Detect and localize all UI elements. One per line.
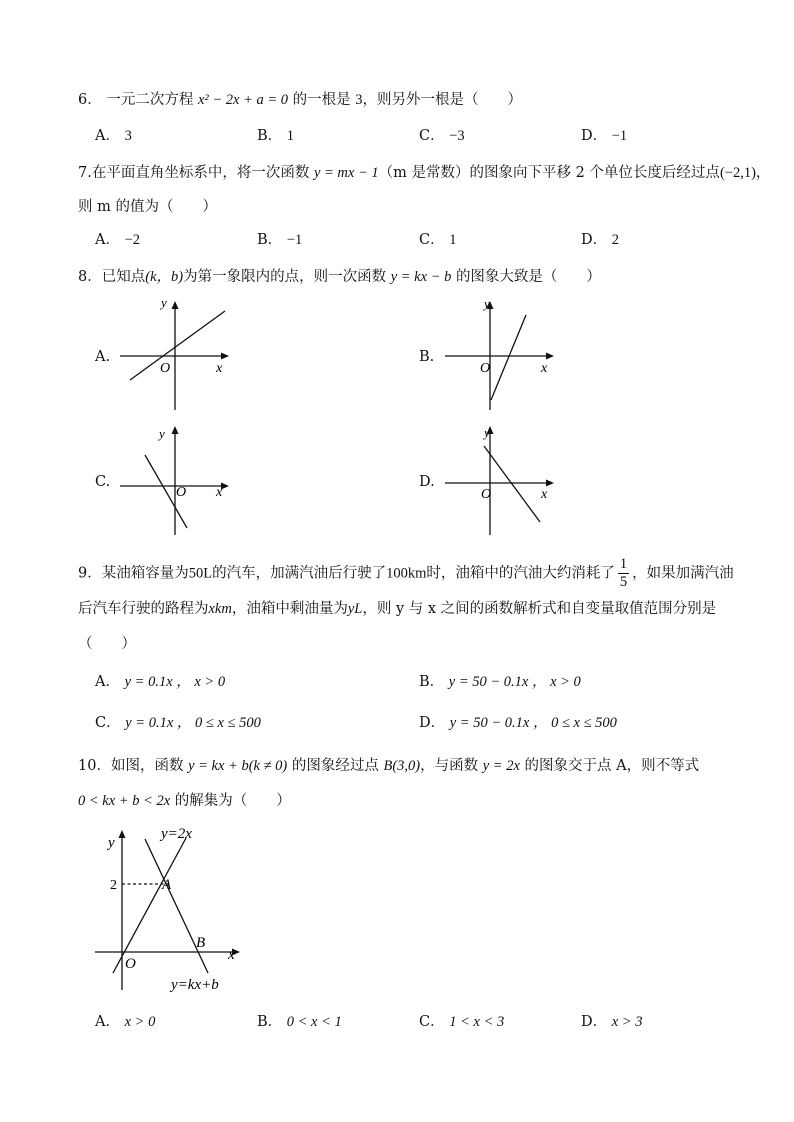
q10-equation: y = kx + b(k ≠ 0): [188, 758, 288, 774]
q7-equation: y = mx − 1: [313, 165, 379, 181]
q10-text-4: 的图象交于点 A，则不等式: [524, 758, 700, 774]
x-label: x: [216, 361, 223, 376]
q7-stem: [78, 161, 770, 182]
q8-option-c[interactable]: C.: [95, 474, 111, 490]
q9-xkm: xkm: [208, 601, 232, 617]
y-label: y: [484, 296, 490, 311]
q7-text: 在平面直角坐标系中，将一次函数: [91, 165, 310, 181]
q8-text-3: 的图象大致是（ ）: [455, 269, 601, 285]
q10-stem-line1: [78, 754, 699, 775]
origin-label: O: [176, 485, 187, 500]
line-y-kx-b: [145, 839, 208, 973]
q8-graph-c: [115, 420, 235, 538]
x-label: x: [216, 485, 223, 500]
y-label: y: [159, 426, 165, 441]
q9-text-2: 的汽车，加满汽油后行驶了: [212, 565, 387, 582]
q10-figure: [90, 818, 260, 998]
y-axis-arrow: [172, 426, 179, 434]
q6-option-d[interactable]: D． −1: [581, 128, 628, 144]
q10-text-5: 的解集为（ ）: [174, 793, 291, 809]
y-axis-arrow: [119, 830, 126, 838]
line-y-2x: [113, 838, 186, 973]
q9-stem-line2: [78, 597, 716, 618]
x-label: x: [228, 947, 235, 963]
q6-text-3: ，则另外一根是（ ）: [362, 92, 522, 108]
q6-root: 3: [355, 92, 363, 108]
q9-option-a[interactable]: A． y = 0.1x ， x > 0: [95, 674, 226, 690]
q7-option-c[interactable]: C． 1: [419, 232, 457, 248]
x-label: x: [541, 361, 548, 376]
line-graph: [130, 311, 225, 380]
label-y-kx-b: y=kx+b: [171, 977, 219, 993]
q10-equation-2: y = 2x: [482, 758, 520, 774]
q10-option-c[interactable]: C． 1 < x < 3: [419, 1014, 505, 1030]
q7-stem-line2: 则 m 的值为（ ）: [78, 199, 217, 215]
label-y-2x: y=2x: [161, 826, 192, 842]
x-label: x: [541, 487, 548, 502]
q6-option-b[interactable]: B． 1: [257, 128, 295, 144]
origin-label: O: [125, 956, 136, 972]
q9-text-3: 时，油箱中的汽油大约消耗了: [426, 565, 615, 582]
q9-text-7: ，则 y 与 x 之间的函数解析式和自变量取值范围分别是: [362, 601, 717, 617]
point-a-label: A: [162, 877, 172, 893]
q6-option-c[interactable]: C． −3: [419, 128, 465, 144]
q6-equation: x² − 2x + a = 0: [197, 92, 289, 108]
q8-equation: y = kx − b: [390, 269, 452, 285]
origin-label: O: [481, 487, 492, 502]
q10-text: 如图，函数: [110, 758, 184, 774]
q8-graph-a: [115, 295, 235, 413]
q8-option-b[interactable]: B.: [419, 349, 435, 365]
q8-text: 已知点: [101, 269, 146, 285]
q10-inequality: 0 < kx + b < 2x: [78, 793, 171, 809]
q7-comma: ，: [755, 165, 771, 181]
q7-text-2: （m 是常数）的图象向下平移 2 个单位长度后经过点: [378, 165, 720, 181]
y-label: y: [484, 425, 490, 440]
q8-option-d[interactable]: D.: [419, 474, 435, 490]
tick-2-label: 2: [110, 878, 117, 893]
q7-point: (−2,1): [719, 165, 756, 181]
q9-stem-line3: （ ）: [78, 636, 136, 652]
q7-option-d[interactable]: D． 2: [581, 232, 619, 248]
point-b-label: B: [196, 935, 206, 951]
q9-fraction: $\frac{1}{5}$: [619, 556, 628, 590]
q6-option-a[interactable]: A． 3: [95, 128, 132, 144]
q9-stem-line1: [78, 556, 734, 591]
origin-label: O: [160, 361, 171, 376]
q9-distance: 100km: [386, 565, 427, 582]
q9-option-b[interactable]: B． y = 50 − 0.1x ， x > 0: [419, 674, 581, 690]
q9-text: 某油箱容量为: [101, 565, 189, 582]
x-axis-arrow: [546, 353, 554, 360]
q9-option-d[interactable]: D． y = 50 − 0.1x ， 0 ≤ x ≤ 500: [419, 715, 617, 731]
q10-option-b[interactable]: B． 0 < x < 1: [257, 1014, 342, 1030]
q6-text: 一元二次方程: [106, 92, 194, 108]
q9-yl: yL: [347, 601, 363, 617]
q8-number: 8．: [78, 269, 102, 285]
q9-capacity: 50L: [188, 565, 213, 582]
q8-graph-d: [440, 420, 560, 538]
q10-text-2: 的图象经过点: [291, 758, 379, 774]
y-label: y: [161, 295, 167, 310]
q9-option-c[interactable]: C． y = 0.1x ， 0 ≤ x ≤ 500: [95, 715, 261, 731]
line-graph: [484, 446, 540, 522]
x-axis-arrow: [546, 480, 554, 487]
line-graph: [491, 315, 526, 400]
q6-stem: [78, 88, 522, 109]
q9-text-6: ，油箱中剩油量为: [231, 601, 348, 617]
q7-number: 7.: [78, 165, 92, 181]
q10-number: 10．: [78, 758, 111, 774]
y-label: y: [108, 835, 115, 851]
q9-number: 9．: [78, 565, 102, 582]
q8-point: (k，b): [145, 269, 184, 285]
q10-option-a[interactable]: A． x > 0: [95, 1014, 156, 1030]
q9-text-4: ，如果加满汽油: [632, 565, 734, 582]
q10-stem-line2: [78, 789, 291, 810]
origin-label: O: [480, 361, 491, 376]
q9-text-5: 后汽车行驶的路程为: [78, 601, 209, 617]
q7-option-b[interactable]: B． −1: [257, 232, 303, 248]
y-axis-arrow: [172, 301, 179, 309]
q6-text-2: 的一根是: [292, 92, 351, 108]
q10-text-3: ，与函数: [420, 758, 479, 774]
q6-number: 6．: [78, 92, 102, 108]
q8-text-2: 为第一象限内的点，则一次函数: [183, 269, 387, 285]
q8-stem: [78, 265, 601, 286]
q10-option-d[interactable]: D． x > 3: [581, 1014, 643, 1030]
q8-option-a[interactable]: A.: [95, 349, 111, 365]
x-axis-arrow: [221, 353, 229, 360]
q7-option-a[interactable]: A． −2: [95, 232, 141, 248]
q8-graph-b: [440, 295, 560, 413]
q10-point-b: B(3,0): [383, 758, 421, 774]
